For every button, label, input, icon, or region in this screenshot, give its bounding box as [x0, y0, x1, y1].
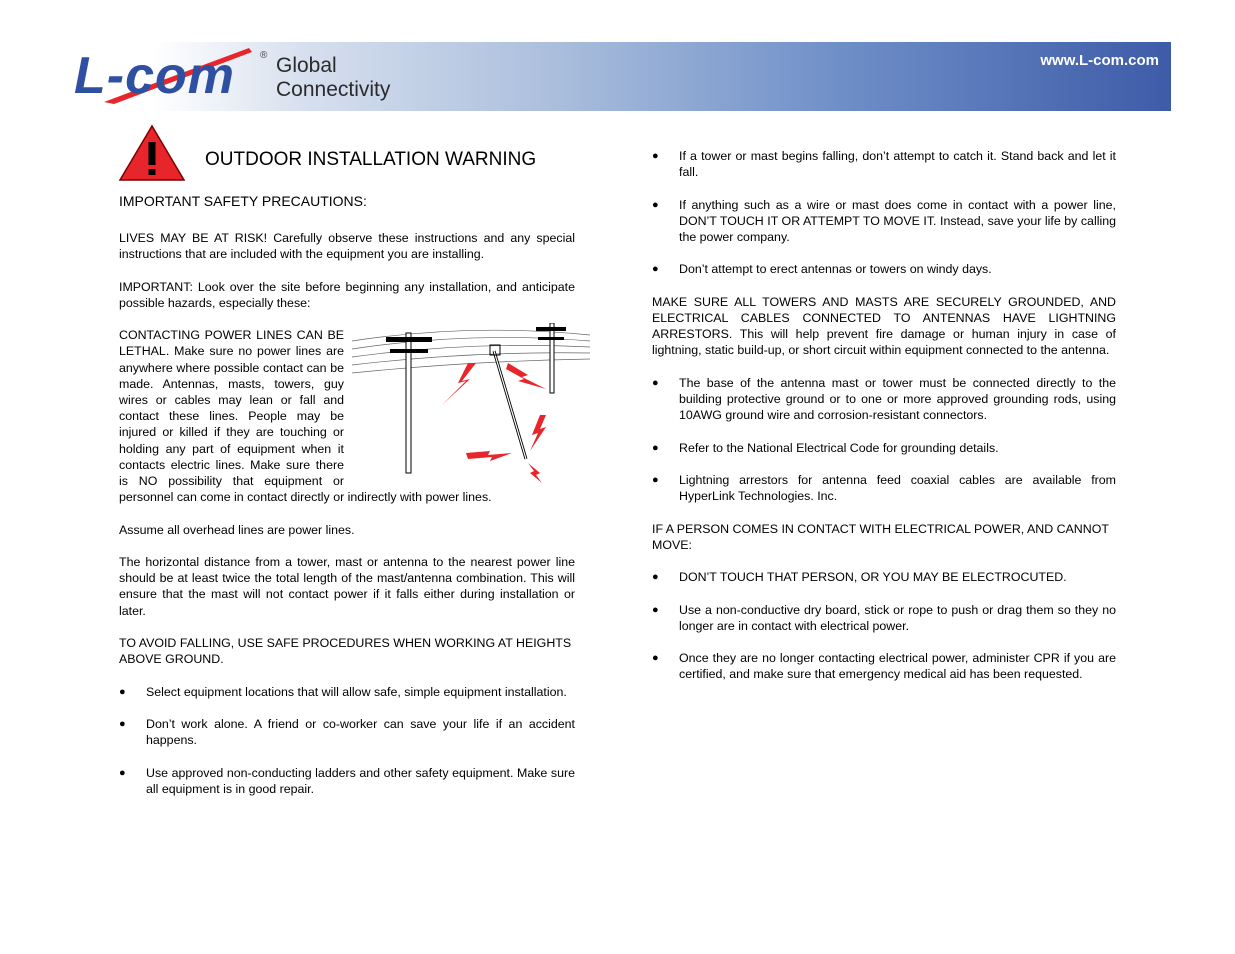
- lcom-logo[interactable]: [74, 46, 414, 108]
- tower-bullets: [652, 148, 1116, 180]
- power-lines-illustration: [350, 323, 594, 483]
- bullet-icon: ●: [119, 717, 126, 730]
- logo-wordmark: L-com: [74, 47, 235, 105]
- list-item: ● If a tower or mast begins falling, don’t attempt to catch it. Stand back and let it fall.: [652, 149, 1116, 180]
- bullet-icon: ●: [652, 441, 659, 454]
- grounding-bullets-3: [652, 472, 1116, 504]
- list-item: ● Use approved non-conducting ladders and other safety equipment. Make sure all equipment is in good repair.: [119, 765, 575, 796]
- logo-tagline-line2: Connectivity: [276, 78, 391, 101]
- bullet-icon: ●: [652, 150, 659, 162]
- falling-bullets-3: [119, 765, 575, 797]
- bullet-icon: ●: [652, 376, 659, 389]
- paragraph-overhead-lines: Assume all overhead lines are power lines.: [119, 522, 355, 537]
- list-item: ● Don’t work alone. A friend or co-worker can save your life if an accident happens.: [119, 716, 575, 748]
- bullet-icon: ●: [119, 766, 126, 779]
- bullet-icon: ●: [119, 685, 126, 698]
- title-row: [118, 122, 575, 182]
- site-url-link[interactable]: www.L-com.com: [1040, 52, 1159, 69]
- warning-triangle-icon: [118, 124, 186, 182]
- falling-bullets-2: [119, 716, 575, 748]
- list-item: ● Once they are no longer contacting electrical power, administer CPR if you are certified, and make sure that emergency medical aid has been requested.: [652, 651, 1116, 682]
- list-item: ● The base of the antenna mast or tower must be connected directly to the building protective ground or to one or more approved grounding rods, using 10AWG ground wire and corrosion-resistant connectors.: [652, 375, 1116, 423]
- right-column: [652, 148, 1116, 699]
- contact-bullets-3: [652, 650, 1116, 682]
- list-item: ● DON’T TOUCH THAT PERSON, OR YOU MAY BE ELECTROCUTED.: [652, 570, 1067, 585]
- grounding-bullets: [652, 375, 1116, 424]
- section-subhead: IMPORTANT SAFETY PRECAUTIONS:: [119, 193, 367, 209]
- paragraph-important: IMPORTANT: Look over the site before beginning any installation, and anticipate possible hazards, especially these:: [119, 279, 575, 310]
- paragraph-avoid-falling: TO AVOID FALLING, USE SAFE PROCEDURES WHEN WORKING AT HEIGHTS ABOVE GROUND.: [119, 636, 572, 667]
- page-title: OUTDOOR INSTALLATION WARNING: [205, 149, 537, 170]
- bullet-icon: ●: [652, 263, 659, 276]
- bullet-icon: ●: [652, 652, 659, 665]
- paragraph-horizontal-distance: The horizontal distance from a tower, mast or antenna to the nearest power line should be at least twice the total length of the mast/antenna combination. This will ensure that the mast will not contact power if it falls either during installation or later.: [119, 555, 575, 618]
- left-column: [119, 122, 575, 813]
- logo-tagline: [276, 54, 390, 102]
- list-item: ● Lightning arrestors for antenna feed coaxial cables are available from HyperLink Technologies. Inc.: [652, 472, 1116, 504]
- bullet-icon: ●: [652, 473, 659, 486]
- list-item: ● Refer to the National Electrical Code for grounding details.: [652, 440, 999, 455]
- paragraph-power-lines: CONTACTING POWER LINES CAN BE LETHAL. Make sure no power lines are anywhere where possible contact can be made. Antennas, masts, towers, guy wires or cables may lean or fall and contact these lines. People may be injured or killed if they are touching or holding any part of equipment when it contacts electric lines. Make sure there is NO possibility that equipment or personnel can come in contact directly or indirectly with power lines.: [119, 328, 492, 505]
- paragraph-lives-at-risk: LIVES MAY BE AT RISK! Carefully observe these instructions and any special instructions that are included with the equipment you are installing.: [119, 231, 575, 262]
- list-item: ● Use a non-conductive dry board, stick or rope to push or drag them so they no longer are in contact with electrical power.: [652, 602, 1116, 633]
- bullet-icon: ●: [652, 603, 659, 616]
- grounding-bullets-2: [652, 440, 1116, 456]
- bullet-icon: ●: [652, 198, 659, 211]
- falling-bullets: [119, 684, 575, 700]
- tower-bullets-2: [652, 197, 1116, 246]
- list-item: ● Don’t attempt to erect antennas or towers on windy days.: [652, 262, 992, 277]
- page-header: [64, 42, 1171, 111]
- contact-bullets: [652, 569, 1116, 585]
- logo-registered: ®: [260, 50, 268, 61]
- list-item: ● If anything such as a wire or mast does come in contact with a power line, DON’T TOUCH IT OR ATTEMPT TO MOVE IT. Instead, save your life by calling the power company.: [652, 197, 1116, 244]
- power-lines-section: [119, 327, 575, 505]
- paragraph-grounding: MAKE SURE ALL TOWERS AND MASTS ARE SECURELY GROUNDED, AND ELECTRICAL CABLES CONNECTED TO ANTENNAS HAVE LIGHTNING ARRESTORS. This will help prevent fire damage or human injury in case of lightning, static build-up, or short circuit within equipment connected to the antenna.: [652, 294, 1116, 358]
- tower-bullets-3: [652, 261, 1116, 277]
- list-item: ● Select equipment locations that will allow safe, simple equipment installation.: [119, 684, 567, 699]
- logo-tagline-line1: Global: [276, 54, 337, 77]
- contact-bullets-2: [652, 602, 1116, 634]
- paragraph-electrical-contact: IF A PERSON COMES IN CONTACT WITH ELECTRICAL POWER, AND CANNOT MOVE:: [652, 521, 1109, 552]
- bullet-icon: ●: [652, 571, 659, 584]
